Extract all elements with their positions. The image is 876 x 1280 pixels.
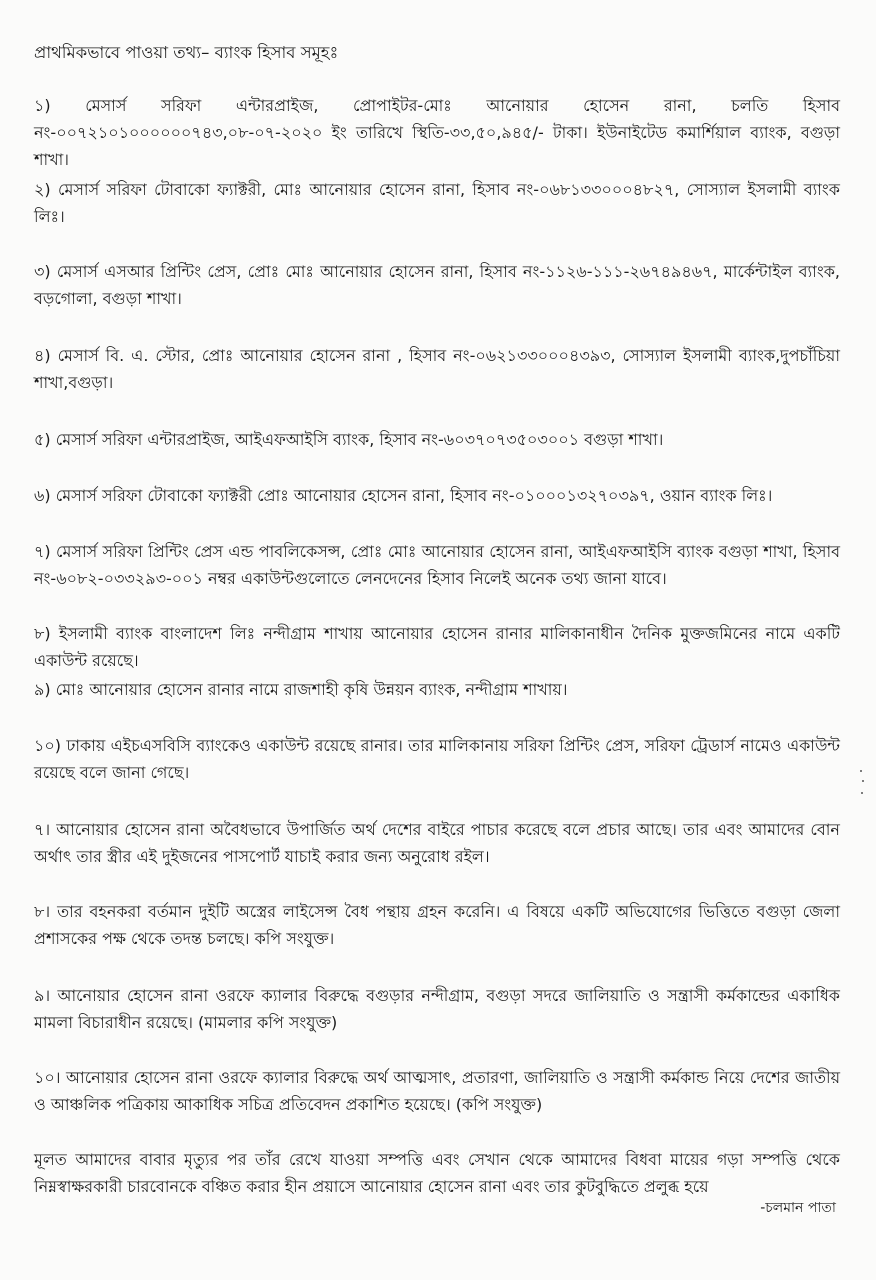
paragraph-1: ১) মেসার্স সরিফা এন্টারপ্রাইজ, প্রোপাইটর-মোঃ আনোয়ার হোসেন রানা, চলতি হিসাব নং-০০৭২১০১০০০০০০৭৪৩,০৮-০৭-২০২০ ইং তারিখে স্থিতি-৩৩,৫০,৯৪৫/- টাকা। ইউনাইটেড কমার্শিয়াল ব্যাংক, বগুড়া শাখা। [34, 96, 840, 169]
paragraph-5: ৫) মেসার্স সরিফা এন্টারপ্রাইজ, আইএফআইসি ব্যাংক, হিসাব নং-৬০৩৭০৭৩৫০৩০০১ বগুড়া শাখা। [34, 430, 664, 449]
paragraph-2: ২) মেসার্স সরিফা টোবাকো ফ্যাক্টরী, মোঃ আনোয়ার হোসেন রানা, হিসাব নং-০৬৮১৩৩০০০৪৮২৭, সোস্যাল ইসলামী ব্যাংক লিঃ। [34, 180, 840, 226]
paragraph-7: ৭) মেসার্স সরিফা প্রিন্টিং প্রেস এন্ড পাবলিকেসন্স, প্রোঃ মোঃ আনোয়ার হোসেন রানা, আইএফআইসি ব্যাংক বগুড়া শাখা, হিসাব নং-৬০৮২-০৩৩২৯৩-০০১ নম্বর একাউন্টগুলোতে লেনদেনের হিসাব নিলেই অনেক তথ্য জানা যাবে। [34, 542, 840, 588]
paragraph-9: ৯) মোঃ আনোয়ার হোসেন রানার নামে রাজশাহী কৃষি উন্নয়ন ব্যাংক, নন্দীগ্রাম শাখায়। [34, 680, 568, 699]
scan-specks [860, 770, 864, 810]
section-heading: প্রাথমিকভাবে পাওয়া তথ্য– ব্যাংক হিসাব সমূহঃ [34, 43, 339, 62]
paragraph-10: ১০) ঢাকায় এইচএসবিসি ব্যাংকেও একাউন্ট রয়েছে রানার। তার মালিকানায় সরিফা প্রিন্টিং প্রেস, সরিফা ট্রেডার্স নামেও একাউন্ট রয়েছে বলে জানা গেছে। [34, 736, 840, 782]
paragraph-15: মূলত আমাদের বাবার মৃত্যুর পর তাঁর রেখে যাওয়া সম্পত্তি এবং সেখান থেকে আমাদের বিধবা মায়ের গড়া সম্পত্তি থেকে নিম্নস্বাক্ষরকারী চারবোনকে বঞ্চিত করার হীন প্রয়াসে আনোয়ার হোসেন রানা এবং তার কুটবুদ্ধিতে প্রলুব্ধ হয়ে [34, 1150, 840, 1196]
paragraph-4: ৪) মেসার্স বি. এ. স্টোর, প্রোঃ আনোয়ার হোসেন রানা , হিসাব নং-০৬২১৩৩০০০৪৩৯৩, সোস্যাল ইসলামী ব্যাংক,দুপচাঁচিয়া শাখা,বগুড়া। [34, 346, 840, 392]
paragraph-3: ৩) মেসার্স এসআর প্রিন্টিং প্রেস, প্রোঃ মোঃ আনোয়ার হোসেন রানা, হিসাব নং-১১২৬-১১১-২৬৭৪৯৪৬৭, মার্কেন্টাইল ব্যাংক, বড়গোলা, বগুড়া শাখা। [34, 262, 840, 308]
paragraph-11: ৭। আনোয়ার হোসেন রানা অবৈধভাবে উপার্জিত অর্থ দেশের বাইরে পাচার করেছে বলে প্রচার আছে। তার এবং আমাদের বোন অর্থাৎ তার স্ত্রীর এই দুইজনের পাসপোর্ট যাচাই করার জন্য অনুরোধ রইল। [34, 820, 840, 866]
paragraph-13: ৯। আনোয়ার হোসেন রানা ওরফে ক্যালার বিরুদ্ধে বগুড়ার নন্দীগ্রাম, বগুড়া সদরে জালিয়াতি ও সন্ত্রাসী কর্মকান্ডের একাধিক মামলা বিচারাধীন রয়েছে। (মামলার কপি সংযুক্ত) [34, 986, 840, 1032]
paragraph-8: ৮) ইসলামী ব্যাংক বাংলাদেশ লিঃ নন্দীগ্রাম শাখায় আনোয়ার হোসেন রানার মালিকানাধীন দৈনিক মুক্তজমিনের নামে একটি একাউন্ট রয়েছে। [34, 624, 840, 670]
continued-page-note: -চলমান পাতা [760, 1200, 836, 1216]
paragraph-14: ১০। আনোয়ার হোসেন রানা ওরফে ক্যালার বিরুদ্ধে অর্থ আত্মসাৎ, প্রতারণা, জালিয়াতি ও সন্ত্রাসী কর্মকান্ড নিয়ে দেশের জাতীয় ও আঞ্চলিক পত্রিকায় আকাধিক সচিত্র প্রতিবেদন প্রকাশিত হয়েছে। (কপি সংযুক্ত) [34, 1068, 840, 1114]
paragraph-12: ৮। তার বহনকরা বর্তমান দুইটি অস্ত্রের লাইসেন্স বৈধ পন্থায় গ্রহন করেনি। এ বিষয়ে একটি অভিযোগের ভিত্তিতে বগুড়া জেলা প্রশাসকের পক্ষ থেকে তদন্ত চলছে। কপি সংযুক্ত। [34, 902, 840, 948]
paragraph-6: ৬) মেসার্স সরিফা টোবাকো ফ্যাক্টরী প্রোঃ আনোয়ার হোসেন রানা, হিসাব নং-০১০০০১৩২৭০৩৯৭, ওয়ান ব্যাংক লিঃ। [34, 486, 773, 505]
